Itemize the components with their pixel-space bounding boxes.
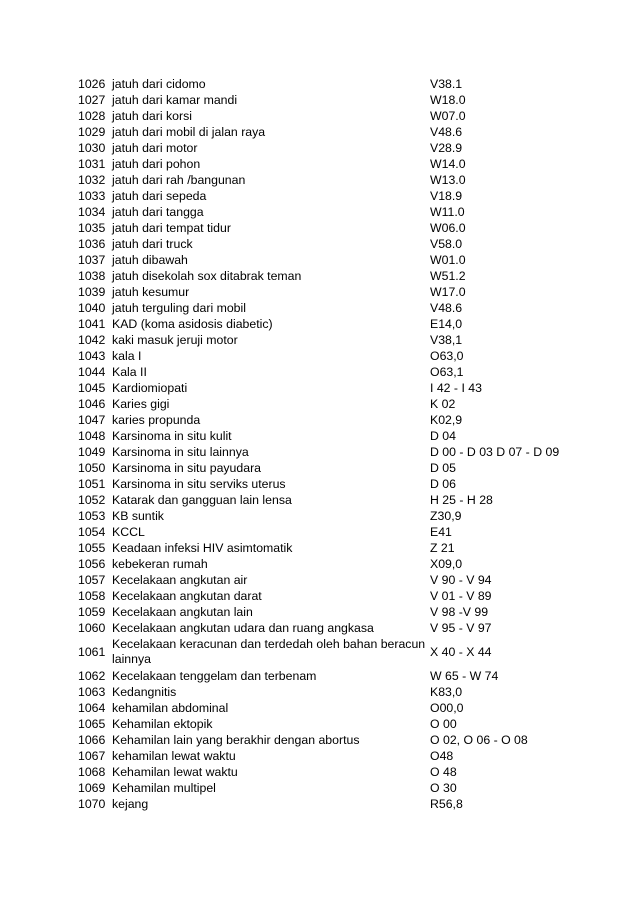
row-number: 1047 (78, 413, 106, 427)
icd-code: O00,0 (430, 701, 464, 715)
icd-code: V38,1 (430, 333, 463, 347)
icd-code: W 65 - W 74 (430, 669, 499, 683)
diagnosis-description: Kala II (112, 365, 147, 379)
table-row (78, 396, 578, 412)
diagnosis-description: kehamilan abdominal (112, 701, 229, 715)
row-number: 1041 (78, 317, 106, 331)
icd-code: Z 21 (430, 541, 455, 555)
icd-code: W14.0 (430, 157, 466, 171)
table-row (78, 380, 578, 396)
icd-code: V48.6 (430, 125, 463, 139)
icd-code: V38.1 (430, 77, 463, 91)
diagnosis-description: jatuh dari tangga (112, 205, 204, 219)
icd-code: V 98 -V 99 (430, 605, 489, 619)
icd-code: D 00 - D 03 D 07 - D 09 (430, 445, 560, 459)
icd-code: V48.6 (430, 301, 463, 315)
table-row (78, 636, 578, 668)
code-list-document (78, 76, 578, 812)
row-number: 1031 (78, 157, 106, 171)
row-number: 1038 (78, 269, 106, 283)
row-number: 1039 (78, 285, 106, 299)
diagnosis-description: Karsinoma in situ payudara (112, 461, 262, 475)
table-row (78, 668, 578, 684)
table-row (78, 604, 578, 620)
icd-code: O63,0 (430, 349, 464, 363)
table-row (78, 348, 578, 364)
diagnosis-description: jatuh dari motor (112, 141, 198, 155)
table-row (78, 716, 578, 732)
row-number: 1069 (78, 781, 106, 795)
table-row (78, 92, 578, 108)
icd-code: E14,0 (430, 317, 463, 331)
table-row (78, 252, 578, 268)
icd-code: W17.0 (430, 285, 466, 299)
row-number: 1052 (78, 493, 106, 507)
icd-code: V 90 - V 94 (430, 573, 492, 587)
table-row (78, 492, 578, 508)
row-number: 1065 (78, 717, 106, 731)
table-row (78, 188, 578, 204)
row-number: 1028 (78, 109, 106, 123)
row-number: 1056 (78, 557, 106, 571)
table-row (78, 684, 578, 700)
table-row (78, 700, 578, 716)
table-row (78, 732, 578, 748)
diagnosis-description: Kedangnitis (112, 685, 177, 699)
table-row (78, 300, 578, 316)
table-row (78, 540, 578, 556)
row-number: 1055 (78, 541, 106, 555)
row-number: 1063 (78, 685, 106, 699)
diagnosis-description: KCCL (112, 525, 145, 539)
icd-code: V 95 - V 97 (430, 621, 492, 635)
diagnosis-description: Karies gigi (112, 397, 170, 411)
table-row (78, 316, 578, 332)
icd-code: V 01 - V 89 (430, 589, 492, 603)
table-row (78, 108, 578, 124)
row-number: 1061 (78, 645, 106, 659)
row-number: 1068 (78, 765, 106, 779)
table-row (78, 556, 578, 572)
diagnosis-description: Karsinoma in situ lainnya (112, 445, 249, 459)
table-row (78, 156, 578, 172)
icd-code: V58.0 (430, 237, 463, 251)
row-number: 1036 (78, 237, 106, 251)
diagnosis-description: Kehamilan lewat waktu (112, 765, 238, 779)
table-row (78, 476, 578, 492)
row-number: 1053 (78, 509, 106, 523)
row-number: 1037 (78, 253, 106, 267)
icd-code: D 04 (430, 429, 456, 443)
diagnosis-description: Katarak dan gangguan lain lensa (112, 493, 292, 507)
icd-code: O 02, O 06 - O 08 (430, 733, 528, 747)
diagnosis-description: jatuh dari mobil di jalan raya (112, 125, 266, 139)
table-row (78, 220, 578, 236)
table-row (78, 444, 578, 460)
diagnosis-description: jatuh terguling dari mobil (112, 301, 246, 315)
row-number: 1045 (78, 381, 106, 395)
icd-code: Z30,9 (430, 509, 462, 523)
table-row (78, 76, 578, 92)
diagnosis-description: kala I (112, 349, 142, 363)
diagnosis-description: Karsinoma in situ kulit (112, 429, 232, 443)
table-row (78, 748, 578, 764)
diagnosis-description: jatuh dari korsi (112, 109, 192, 123)
diagnosis-description: KB suntik (112, 509, 164, 523)
table-row (78, 620, 578, 636)
icd-code: V18.9 (430, 189, 463, 203)
icd-code: W51.2 (430, 269, 466, 283)
diagnosis-description: kejang (112, 797, 149, 811)
icd-code: V28.9 (430, 141, 463, 155)
diagnosis-description: Kecelakaan angkutan darat (112, 589, 262, 603)
diagnosis-description: Kecelakaan angkutan udara dan ruang angkasa (112, 621, 374, 635)
row-number: 1059 (78, 605, 106, 619)
diagnosis-description: Kecelakaan tenggelam dan terbenam (112, 669, 317, 683)
row-number: 1066 (78, 733, 106, 747)
icd-code: O 48 (430, 765, 457, 779)
row-number: 1040 (78, 301, 106, 315)
diagnosis-description: kehamilan lewat waktu (112, 749, 236, 763)
row-number: 1070 (78, 797, 106, 811)
table-row (78, 796, 578, 812)
row-number: 1035 (78, 221, 106, 235)
table-row (78, 780, 578, 796)
icd-code: W18.0 (430, 93, 466, 107)
table-row (78, 428, 578, 444)
icd-code: W01.0 (430, 253, 466, 267)
table-row (78, 524, 578, 540)
row-number: 1051 (78, 477, 106, 491)
icd-code: X 40 - X 44 (430, 645, 492, 659)
icd-code: O48 (430, 749, 454, 763)
table-row (78, 588, 578, 604)
diagnosis-description: jatuh disekolah sox ditabrak teman (112, 269, 302, 283)
row-number: 1058 (78, 589, 106, 603)
row-number: 1034 (78, 205, 106, 219)
row-number: 1029 (78, 125, 106, 139)
diagnosis-description: jatuh dari sepeda (112, 189, 207, 203)
diagnosis-description: Kehamilan lain yang berakhir dengan abortus (112, 733, 360, 747)
row-number: 1064 (78, 701, 106, 715)
row-number: 1050 (78, 461, 106, 475)
icd-code: H 25 - H 28 (430, 493, 493, 507)
row-number: 1067 (78, 749, 106, 763)
diagnosis-description: Kardiomiopati (112, 381, 188, 395)
row-number: 1049 (78, 445, 106, 459)
icd-code: R56,8 (430, 797, 463, 811)
icd-code: W06.0 (430, 221, 466, 235)
table-row (78, 172, 578, 188)
diagnosis-description: jatuh dari truck (112, 237, 193, 251)
diagnosis-description: Keadaan infeksi HIV asimtomatik (112, 541, 293, 555)
row-number: 1032 (78, 173, 106, 187)
row-number: 1042 (78, 333, 106, 347)
icd-code: D 05 (430, 461, 456, 475)
diagnosis-description: kaki masuk jeruji motor (112, 333, 238, 347)
diagnosis-description: jatuh dari tempat tidur (112, 221, 231, 235)
diagnosis-description: Kecelakaan angkutan air (112, 573, 248, 587)
row-number: 1026 (78, 77, 106, 91)
icd-code: I 42 - I 43 (430, 381, 482, 395)
diagnosis-description: kebekeran rumah (112, 557, 208, 571)
diagnosis-description: karies propunda (112, 413, 201, 427)
icd-code: D 06 (430, 477, 456, 491)
table-row (78, 284, 578, 300)
table-row (78, 268, 578, 284)
diagnosis-description: jatuh kesumur (112, 285, 190, 299)
icd-code: O 30 (430, 781, 457, 795)
diagnosis-description: jatuh dari cidomo (112, 77, 206, 91)
table-row (78, 508, 578, 524)
table-body (78, 76, 578, 812)
table-row (78, 460, 578, 476)
table-row (78, 124, 578, 140)
icd-code: K02,9 (430, 413, 463, 427)
diagnosis-description: jatuh dari rah /bangunan (112, 173, 246, 187)
diagnosis-description: jatuh dari kamar mandi (112, 93, 238, 107)
table-row (78, 236, 578, 252)
icd-code: K83,0 (430, 685, 463, 699)
row-number: 1027 (78, 93, 106, 107)
row-number: 1044 (78, 365, 106, 379)
icd-code: O63,1 (430, 365, 464, 379)
icd-code: K 02 (430, 397, 456, 411)
table-row (78, 764, 578, 780)
table-row (78, 572, 578, 588)
row-number: 1048 (78, 429, 106, 443)
table-row (78, 140, 578, 156)
diagnosis-description: Kehamilan ektopik (112, 717, 213, 731)
table-row (78, 204, 578, 220)
icd-code: W13.0 (430, 173, 466, 187)
icd-code: W11.0 (430, 205, 465, 219)
diagnosis-description: jatuh dibawah (112, 253, 188, 267)
row-number: 1043 (78, 349, 106, 363)
table-row (78, 332, 578, 348)
icd-code: W07.0 (430, 109, 466, 123)
icd-code: O 00 (430, 717, 457, 731)
row-number: 1046 (78, 397, 106, 411)
diagnosis-description: jatuh dari pohon (112, 157, 201, 171)
diagnosis-description: Kecelakaan angkutan lain (112, 605, 253, 619)
diagnosis-description: Kecelakaan keracunan dan terdedah oleh bahan beracun lainnya (112, 637, 426, 666)
row-number: 1054 (78, 525, 106, 539)
row-number: 1030 (78, 141, 106, 155)
row-number: 1060 (78, 621, 106, 635)
row-number: 1033 (78, 189, 106, 203)
icd-code: X09,0 (430, 557, 463, 571)
icd-code-table (78, 76, 578, 812)
table-row (78, 364, 578, 380)
row-number: 1057 (78, 573, 106, 587)
row-number: 1062 (78, 669, 106, 683)
diagnosis-description: Kehamilan multipel (112, 781, 216, 795)
diagnosis-description: Karsinoma in situ serviks uterus (112, 477, 286, 491)
table-row (78, 412, 578, 428)
diagnosis-description: KAD (koma asidosis diabetic) (112, 317, 273, 331)
icd-code: E41 (430, 525, 452, 539)
